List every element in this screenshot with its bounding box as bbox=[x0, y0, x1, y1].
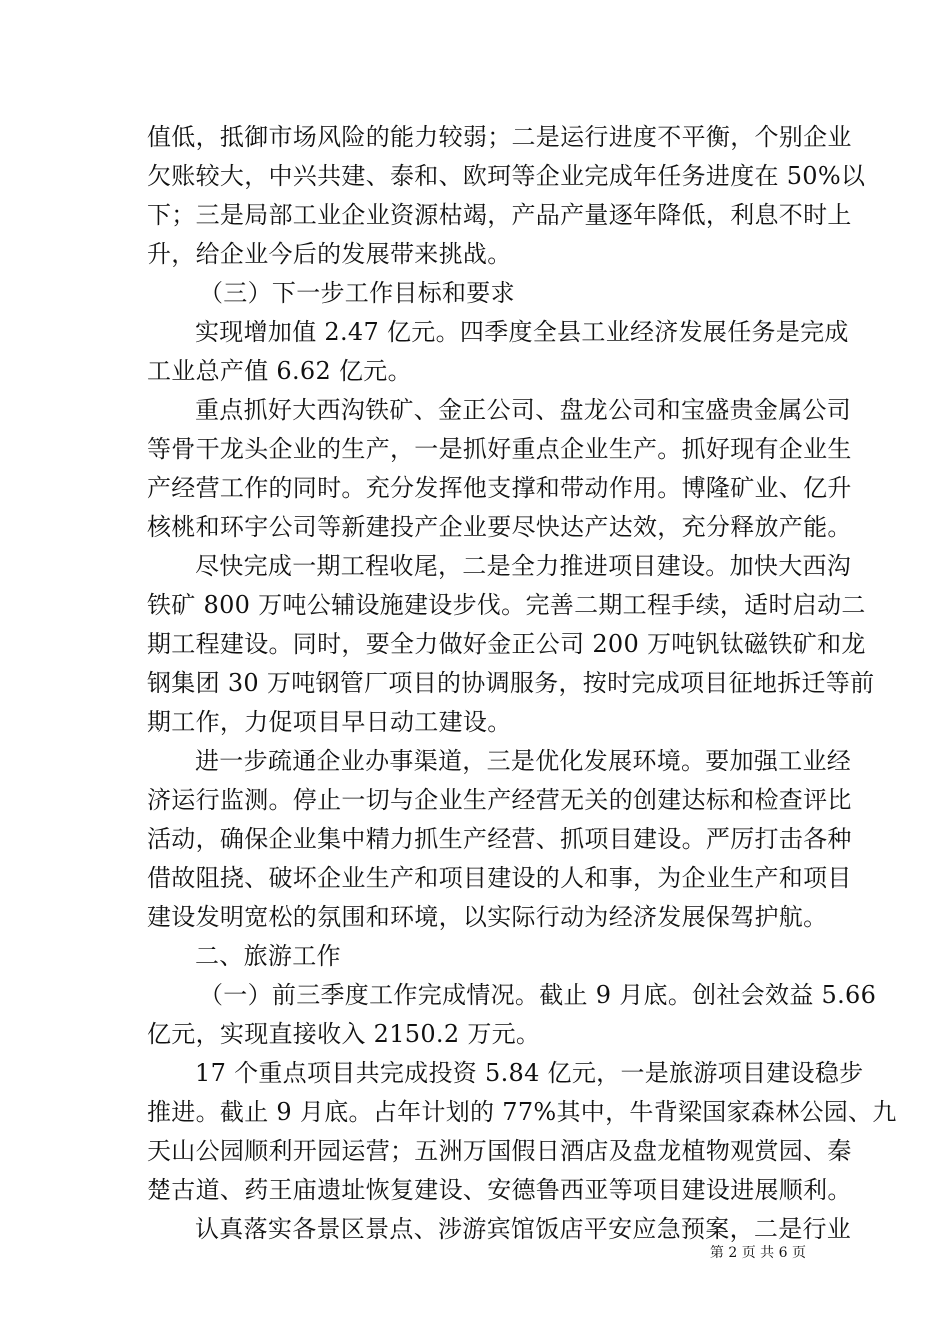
text-line: 欠账较大，中兴共建、泰和、欧珂等企业完成年任务进度在 50%以 bbox=[147, 162, 866, 190]
text-line: 下；三是局部工业企业资源枯竭，产品产量逐年降低，利息不时上 bbox=[147, 201, 852, 229]
paragraph-first-line: 实现增加值 2.47 亿元。四季度全县工业经济发展任务是完成 bbox=[195, 318, 849, 346]
text-line: 活动，确保企业集中精力抓生产经营、抓项目建设。严厉打击各种 bbox=[147, 825, 852, 853]
text-line: 济运行监测。停止一切与企业生产经营无关的创建达标和检查评比 bbox=[147, 786, 852, 814]
document-body bbox=[147, 118, 897, 1249]
text-line: 借故阻挠、破坏企业生产和项目建设的人和事，为企业生产和项目 bbox=[147, 864, 852, 892]
text-line: 建设发明宽松的氛围和环境，以实际行动为经济发展保驾护航。 bbox=[147, 903, 828, 931]
text-line: 推进。截止 9 月底。占年计划的 77%其中，牛背梁国家森林公园、九 bbox=[147, 1098, 897, 1126]
paragraph-first-line: （一）前三季度工作完成情况。截止 9 月底。创社会效益 5.66 bbox=[199, 981, 877, 1009]
text-line: 等骨干龙头企业的生产，一是抓好重点企业生产。抓好现有企业生 bbox=[147, 435, 852, 463]
text-line: 期工程建设。同时，要全力做好金正公司 200 万吨钒钛磁铁矿和龙 bbox=[147, 630, 866, 658]
text-line: 核桃和环宇公司等新建投产企业要尽快达产达效，充分释放产能。 bbox=[147, 513, 852, 541]
text-line: 升，给企业今后的发展带来挑战。 bbox=[147, 240, 512, 268]
section-heading: （三）下一步工作目标和要求 bbox=[199, 279, 515, 307]
paragraph-first-line: 尽快完成一期工程收尾，二是全力推进项目建设。加快大西沟 bbox=[195, 552, 852, 580]
text-line: 亿元，实现直接收入 2150.2 万元。 bbox=[147, 1020, 541, 1048]
page-number-footer: 第 2 页 共 6 页 bbox=[709, 1245, 806, 1261]
text-line: 铁矿 800 万吨公辅设施建设步伐。完善二期工程手续，适时启动二 bbox=[147, 591, 866, 619]
text-line: 工业总产值 6.62 亿元。 bbox=[147, 357, 412, 385]
text-line: 值低，抵御市场风险的能力较弱；二是运行进度不平衡，个别企业 bbox=[147, 123, 852, 151]
text-line: 钢集团 30 万吨钢管厂项目的协调服务，按时完成项目征地拆迁等前 bbox=[147, 669, 875, 697]
text-line: 天山公园顺利开园运营；五洲万国假日酒店及盘龙植物观赏园、秦 bbox=[147, 1137, 852, 1165]
text-line: 期工作，力促项目早日动工建设。 bbox=[147, 708, 512, 736]
section-heading: 二、旅游工作 bbox=[195, 942, 341, 970]
paragraph-first-line: 认真落实各景区景点、涉游宾馆饭店平安应急预案，二是行业 bbox=[195, 1215, 852, 1243]
paragraph-first-line: 重点抓好大西沟铁矿、金正公司、盘龙公司和宝盛贵金属公司 bbox=[195, 396, 852, 424]
paragraph-first-line: 17 个重点项目共完成投资 5.84 亿元，一是旅游项目建设稳步 bbox=[195, 1059, 864, 1087]
text-line: 产经营工作的同时。充分发挥他支撑和带动作用。博隆矿业、亿升 bbox=[147, 474, 852, 502]
text-line: 楚古道、药王庙遗址恢复建设、安德鲁西亚等项目建设进展顺利。 bbox=[147, 1176, 852, 1204]
paragraph-first-line: 进一步疏通企业办事渠道，三是优化发展环境。要加强工业经 bbox=[195, 747, 852, 775]
